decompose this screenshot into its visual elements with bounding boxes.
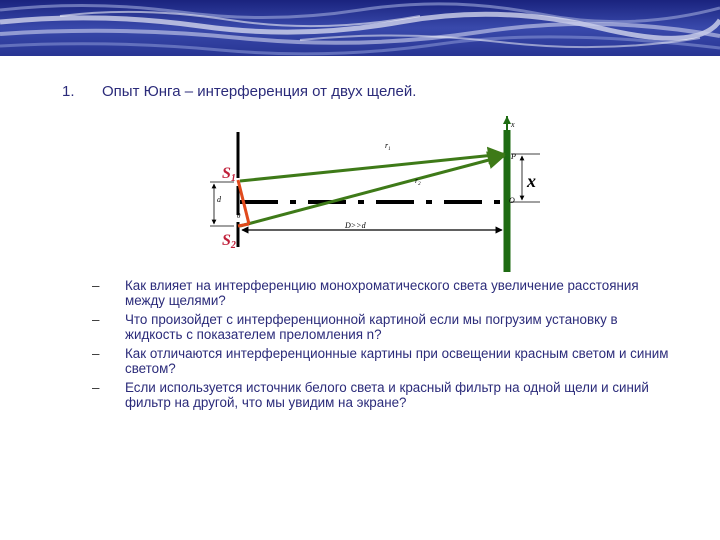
label-theta: θ	[237, 212, 241, 220]
slide-title	[62, 83, 416, 100]
label-r2: $r_2$	[415, 176, 421, 187]
list-item	[92, 347, 672, 376]
screen-axis-arrow-icon	[503, 116, 511, 124]
list-dash: –	[92, 346, 100, 361]
list-item	[92, 381, 672, 410]
question-text: Как отличаются интерференционные картины при освещении красным светом и синим светом?	[125, 346, 669, 376]
label-r1: $r_1$	[385, 141, 391, 152]
question-text: Что произойдет с интерференционной картиной если мы погрузим установку в жидкость с показателем преломления n?	[125, 312, 618, 342]
path-difference-line-2	[238, 224, 249, 226]
label-axis-x: x	[511, 120, 515, 129]
list-item	[92, 313, 672, 342]
label-s2: S2	[222, 232, 236, 251]
list-item	[92, 279, 672, 308]
list-dash: –	[92, 380, 100, 395]
list-number: 1.	[62, 83, 75, 100]
label-P: P	[511, 152, 516, 161]
header-banner	[0, 0, 720, 56]
question-text: Как влияет на интерференцию монохроматического света увеличение расстояния между щелями?	[125, 278, 639, 308]
label-D-much-greater-d: D>>d	[345, 221, 366, 230]
label-s1: S1	[222, 165, 236, 184]
question-list	[92, 279, 672, 415]
label-d: d	[217, 195, 221, 204]
list-dash: –	[92, 312, 100, 327]
list-dash: –	[92, 278, 100, 293]
label-O: O	[509, 196, 515, 205]
water-ripple-banner	[0, 0, 720, 56]
label-offset-x: x	[527, 171, 536, 191]
question-text: Если используется источник белого света и красный фильтр на одной щели и синий фильтр на другой, что мы увидим на экране?	[125, 380, 649, 410]
title-text: Опыт Юнга – интерференция от двух щелей.	[102, 83, 417, 100]
young-double-slit-diagram	[200, 112, 540, 277]
